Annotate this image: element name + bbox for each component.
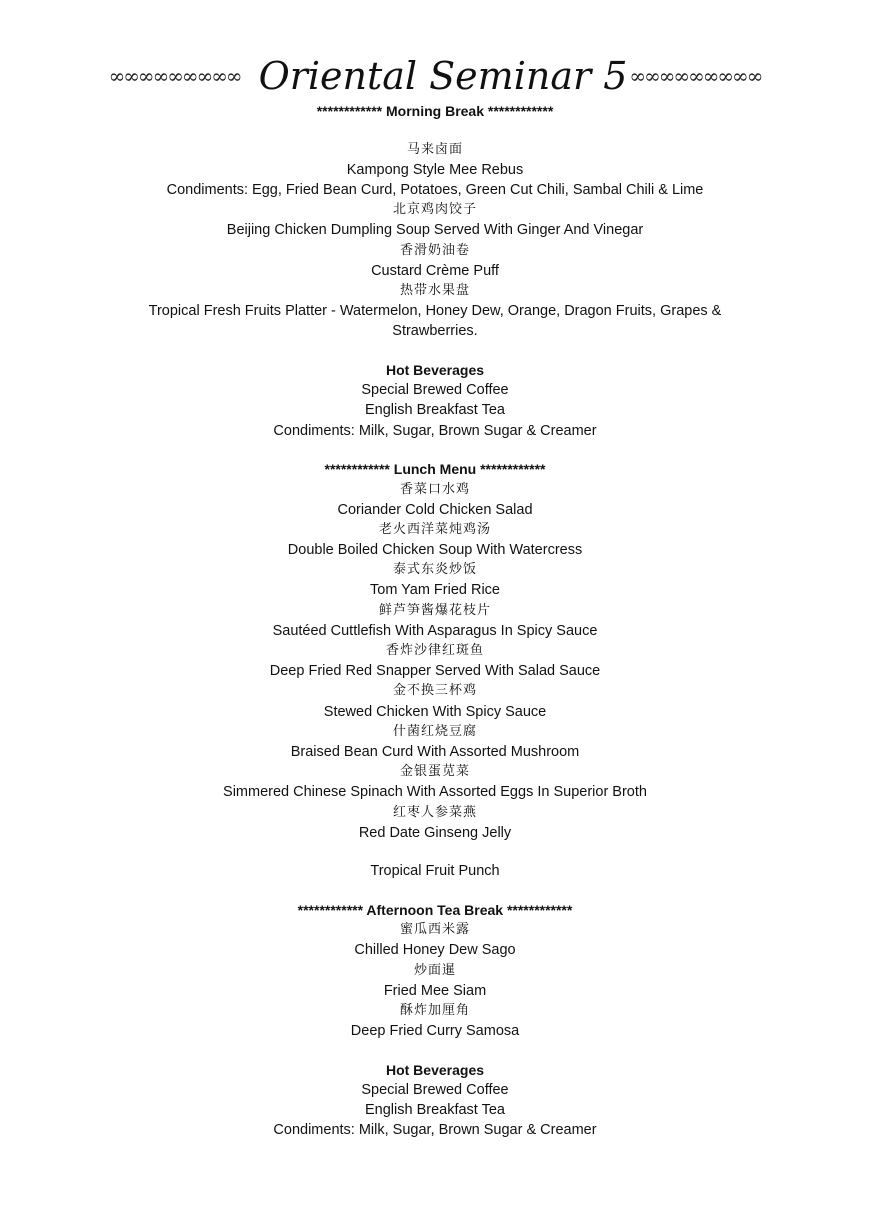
menu-item-chinese: 红枣人参菜燕	[392, 804, 477, 820]
menu-item-chinese: 老火西洋菜炖鸡汤	[378, 521, 491, 537]
menu-item-chinese: 马来卤面	[406, 141, 463, 157]
menu-item-english: Deep Fried Curry Samosa	[350, 1023, 520, 1040]
menu-item-english: Beijing Chicken Dumpling Soup Served With Ginger And Vinegar	[226, 222, 644, 239]
menu-item-english: Chilled Honey Dew Sago	[354, 942, 516, 959]
menu-item-chinese: 鲜芦笋酱爆花枝片	[378, 602, 491, 618]
section-heading-hot-beverages: Hot Beverages	[385, 362, 485, 379]
beverage-item: Special Brewed Coffee	[361, 1082, 509, 1099]
menu-item-chinese: 热带水果盘	[399, 283, 470, 298]
beverage-item: English Breakfast Tea	[365, 402, 505, 419]
beverage-condiments: Condiments: Milk, Sugar, Brown Sugar & Creamer	[273, 1122, 597, 1139]
menu-item-chinese: 金银蛋苋菜	[399, 764, 470, 780]
menu-item-chinese: 酥炸加厘角	[399, 1003, 470, 1019]
morning-break-section	[0, 101, 870, 342]
page-title: Oriental Seminar 5	[258, 54, 628, 98]
menu-item-chinese: 泰式东炎炒饭	[392, 562, 477, 578]
menu-item-english: Deep Fried Red Snapper Served With Salad Sauce	[269, 663, 601, 680]
menu-item-english: Kampong Style Mee Rebus	[346, 161, 524, 178]
beverage-item: English Breakfast Tea	[365, 1102, 505, 1119]
menu-item-english: Coriander Cold Chicken Salad	[337, 501, 533, 518]
menu-item-chinese: 北京鸡肉饺子	[392, 202, 477, 218]
lunch-drink: Tropical Fruit Punch	[370, 863, 500, 880]
menu-item-chinese: 炒面暹	[413, 962, 456, 978]
menu-item-chinese: 香炸沙律红斑鱼	[385, 643, 484, 659]
title-row	[0, 46, 870, 106]
menu-item-english: Double Boiled Chicken Soup With Watercress	[287, 542, 583, 559]
menu-content	[0, 101, 870, 1141]
menu-item-english: Braised Bean Curd With Assorted Mushroom	[290, 743, 580, 760]
menu-item-english: Stewed Chicken With Spicy Sauce	[323, 703, 547, 720]
menu-item-chinese: 金不换三杯鸡	[392, 683, 477, 699]
hot-beverages-section-1	[0, 360, 870, 441]
afternoon-tea-section	[0, 900, 870, 1041]
menu-item-chinese: 香菜口水鸡	[399, 481, 470, 497]
menu-item-chinese: 蜜瓜西米露	[399, 922, 470, 938]
lunch-menu-section	[0, 459, 870, 881]
left-flourish-ornament: ∞∞∞∞∞∞∞∞∞	[108, 64, 241, 88]
menu-item-english: Fried Mee Siam	[383, 982, 487, 999]
right-flourish-ornament: ∞∞∞∞∞∞∞∞∞	[629, 64, 762, 88]
section-heading-morning-break: ************ Morning Break ************	[316, 103, 554, 119]
section-heading-afternoon-tea: ************ Afternoon Tea Break ************	[297, 902, 573, 919]
section-heading-hot-beverages: Hot Beverages	[385, 1061, 485, 1078]
menu-item-english: Red Date Ginseng Jelly	[358, 824, 512, 841]
hot-beverages-section-2	[0, 1060, 870, 1141]
section-heading-lunch-menu: ************ Lunch Menu ************	[324, 461, 546, 478]
menu-item-chinese: 香滑奶油卷	[399, 242, 470, 258]
menu-item-english: Sautéed Cuttlefish With Asparagus In Spicy Sauce	[272, 622, 598, 639]
menu-item-english: Simmered Chinese Spinach With Assorted Eggs In Superior Broth	[223, 784, 647, 801]
menu-item-english: Custard Crème Puff	[371, 262, 499, 279]
menu-item-english: Tropical Fresh Fruits Platter - Watermelon, Honey Dew, Orange, Dragon Fruits, Grapes & Strawberries.	[148, 303, 722, 340]
menu-item-condiments: Condiments: Egg, Fried Bean Curd, Potatoes, Green Cut Chili, Sambal Chili & Lime	[166, 182, 704, 199]
menu-item-chinese: 什菌红烧豆腐	[392, 723, 477, 739]
menu-item-english: Tom Yam Fried Rice	[370, 582, 500, 599]
beverage-condiments: Condiments: Milk, Sugar, Brown Sugar & Creamer	[273, 422, 597, 439]
beverage-item: Special Brewed Coffee	[361, 382, 509, 399]
